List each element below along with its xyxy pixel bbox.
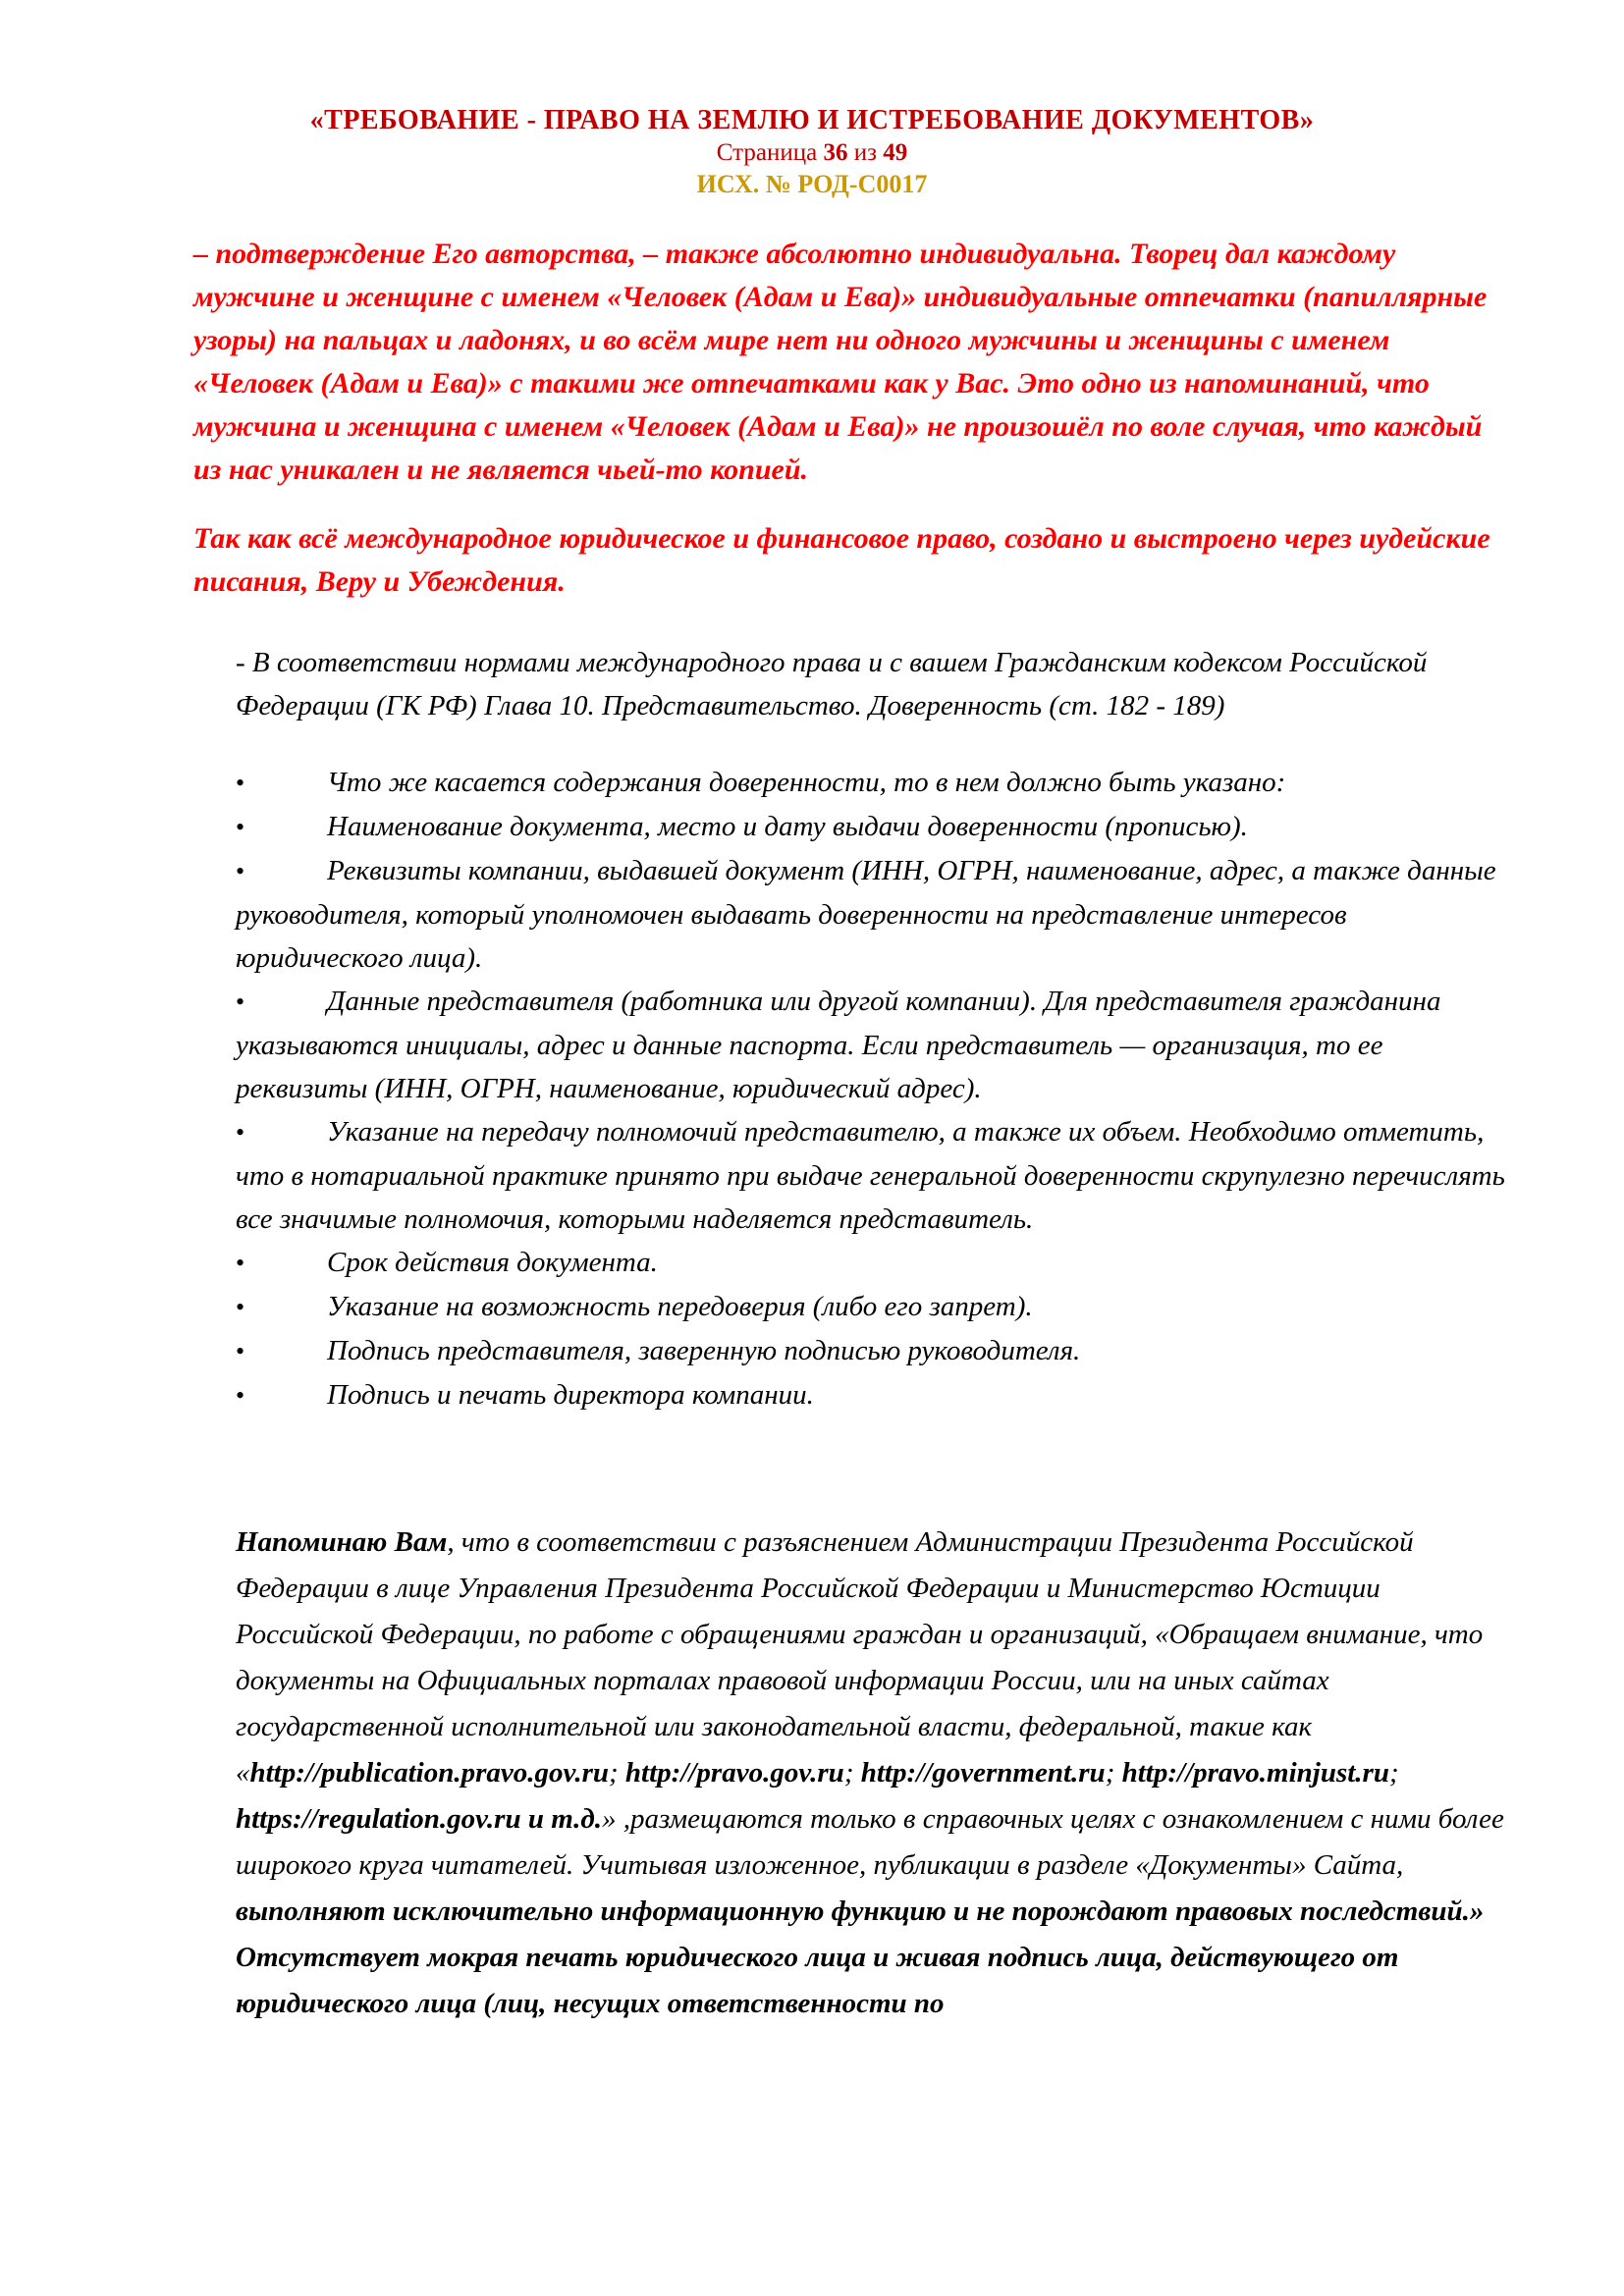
bullet-icon: • <box>236 1293 245 1322</box>
outgoing-ref-number: ИСХ. № РОД-С0017 <box>696 169 928 198</box>
bullet-item <box>236 1241 1507 1285</box>
requirements-bullet-list <box>236 761 1507 1417</box>
bullet-icon: • <box>236 769 245 798</box>
reminder-lead: Напоминаю Вам <box>236 1526 448 1559</box>
red-emphasis-paragraph-2: Так как всё международное юридическое и финансовое право, создано и выстроено через иудейские писания, Веру и Убеждения. <box>193 522 1490 599</box>
reminder-text: » ,размещаются только в справочных целях с ознакомлением с ними более широкого круга читателей. Учитывая изложенное, публикации в разделе «Документы» Сайта, <box>236 1803 1504 1882</box>
bullet-item-text: Указание на передачу полномочий представителю, а также их объем. Необходимо отметить, что в нотариальной практике принято при выдаче генеральной доверенности скрупулезно перечислять все значимые полномочия, которыми наделяется представитель. <box>236 1116 1505 1236</box>
bullet-item-text: Срок действия документа. <box>327 1247 658 1279</box>
url-separator: ; <box>843 1757 861 1789</box>
bullet-item <box>236 761 1507 805</box>
bullet-item-text: Что же касается содержания доверенности, то в нем должно быть указано: <box>327 767 1286 799</box>
bullet-item <box>236 1110 1507 1241</box>
page-word: Страница <box>716 139 824 167</box>
bullet-item-text: Подпись и печать директора компании. <box>327 1379 814 1412</box>
bullet-icon: • <box>236 857 245 886</box>
url-separator: ; <box>1388 1757 1399 1789</box>
bullet-item-text: Данные представителя (работника или другой компании). Для представителя гражданина указываются инициалы, адрес и данные паспорта. Если представитель — организация, то ее реквизиты (ИНН, ОГРН, наименование, юридический адрес). <box>236 986 1441 1105</box>
bullet-item <box>236 849 1507 980</box>
page-of-word: из <box>847 139 884 167</box>
url-separator: ; <box>1105 1757 1122 1789</box>
bullet-item <box>236 1329 1507 1373</box>
url-pravo-gov-ru: http://pravo.gov.ru <box>624 1757 844 1789</box>
url-government-ru: http://government.ru <box>860 1757 1106 1789</box>
reminder-paragraph <box>236 1520 1507 2027</box>
page-indicator <box>0 138 1624 168</box>
url-publication-pravo-gov-ru: http://publication.pravo.gov.ru <box>249 1757 609 1789</box>
reminder-text: , что в соответствии с разъяснением Администрации Президента Российской Федерации в лице Управления Президента Российской Федерации и Министерство Юстиции Российской Федерации, по работе с обращениями граждан и организаций, «Обращаем внимание, что документы на Официальных порталах правовой информации России, или на иных сайтах государственной исполнительной или законодательной власти, федеральной, такие как « <box>236 1526 1484 1789</box>
document-header <box>0 0 1624 199</box>
bullet-item-text: Указание на возможность передоверия (либо его запрет). <box>327 1291 1033 1323</box>
document-title: «ТРЕБОВАНИЕ - ПРАВО НА ЗЕМЛЮ И ИСТРЕБОВАНИЕ ДОКУМЕНТОВ» <box>309 105 1315 135</box>
bullet-item <box>236 805 1507 849</box>
url-separator: ; <box>609 1757 625 1789</box>
url-pravo-minjust-ru: http://pravo.minjust.ru <box>1121 1757 1389 1789</box>
red-emphasis-paragraph-1: – подтверждение Его авторства, – также абсолютно индивидуальна. Творец дал каждому мужчине и женщине с именем «Человек (Адам и Ева)» индивидуальные отпечатки (папиллярные узоры) на пальцах и ладонях, и во всём мире нет ни одного мужчины и женщины с именем «Человек (Адам и Ева)» с такими же отпечатками как у Вас. Это одно из напоминаний, что мужчина и женщина с именем «Человек (Адам и Ева)» не произошёл по воле случая, что каждый из нас уникален и не является чьей-то копией. <box>193 238 1488 487</box>
bullet-icon: • <box>236 1381 245 1411</box>
bullet-icon: • <box>236 1118 245 1148</box>
bullet-item <box>236 980 1507 1110</box>
bullet-item-text: Реквизиты компании, выдавшей документ (ИНН, ОГРН, наименование, адрес, а также данные руководителя, который уполномочен выдавать доверенности на представление интересов юридического лица). <box>236 855 1496 975</box>
law-reference-paragraph: - В соответствии нормами международного права и с вашем Гражданским кодексом Российской Федерации (ГК РФ) Глава 10. Представительство. Доверенность (ст. 182 - 189) <box>236 647 1428 722</box>
reminder-bold-conclusion: выполняют исключительно информационную функцию и не порождают правовых последствий.» Отсутствует мокрая печать юридического лица и живая подпись лица, действующего от юридического лица (лиц, несущих ответственности по <box>236 1896 1485 2020</box>
bullet-item-text: Наименование документа, место и дату выдачи доверенности (прописью). <box>327 811 1248 843</box>
bullet-icon: • <box>236 988 245 1017</box>
bullet-icon: • <box>236 1249 245 1278</box>
bullet-icon: • <box>236 813 245 842</box>
bullet-item <box>236 1373 1507 1417</box>
page-total-number: 49 <box>883 139 908 167</box>
bullet-item <box>236 1285 1507 1329</box>
page-current-number: 36 <box>823 139 848 167</box>
bullet-icon: • <box>236 1337 245 1366</box>
bullet-item-text: Подпись представителя, заверенную подписью руководителя. <box>327 1335 1081 1367</box>
url-regulation-gov-ru: https://regulation.gov.ru и т.д. <box>236 1803 603 1836</box>
